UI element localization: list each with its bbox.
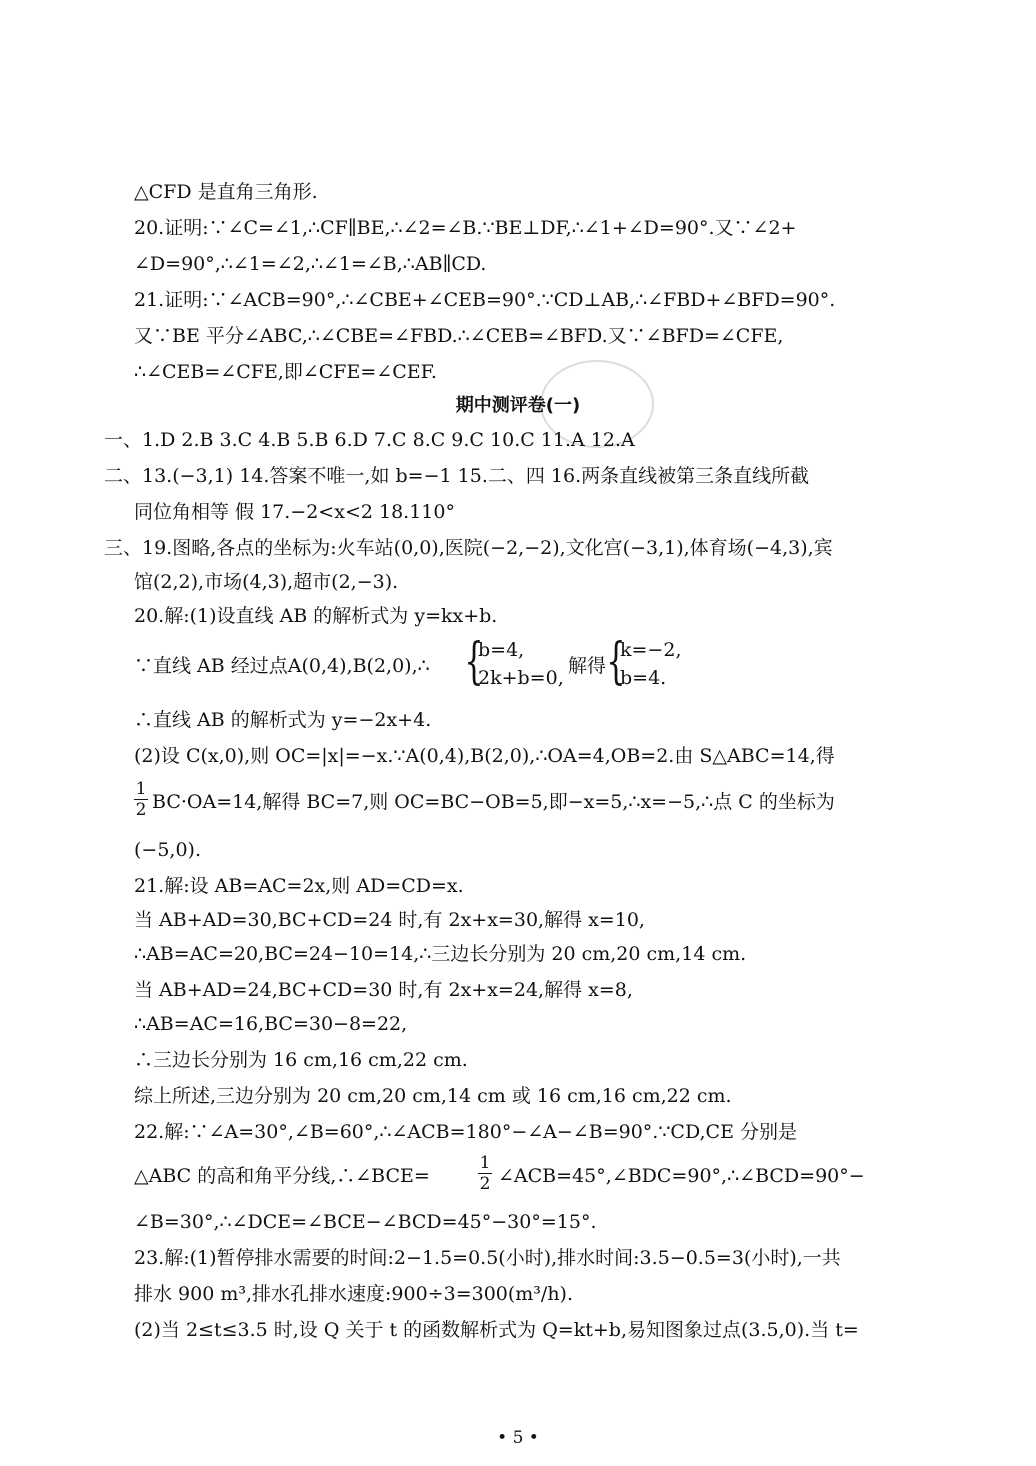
text-line: ∠B=30°,∴∠DCE=∠BCE−∠BCD=45°−30°=15°.	[134, 1211, 597, 1233]
text-line: 21.解:设 AB=AC=2x,则 AD=CD=x.	[134, 875, 464, 897]
text-line: 综上所述,三边分别为 20 cm,20 cm,14 cm 或 16 cm,16 cm,22 cm.	[134, 1085, 732, 1107]
page-number: • 5 •	[497, 1428, 539, 1448]
left-brace-icon: {	[606, 632, 626, 690]
equation: b=4,	[478, 639, 525, 661]
fraction-numerator: 1	[135, 779, 147, 799]
text-line: 22.解:∵∠A=30°,∠B=60°,∴∠ACB=180°−∠A−∠B=90°.∵CD,CE 分别是	[134, 1121, 797, 1143]
text-line: (−5,0).	[134, 839, 202, 861]
text-line: △ABC 的高和角平分线,∴∠BCE=	[134, 1165, 430, 1187]
fraction	[478, 1154, 492, 1193]
text-line: 馆(2,2),市场(4,3),超市(2,−3).	[134, 571, 399, 593]
text-line: ∠ACB=45°,∠BDC=90°,∴∠BCD=90°−	[498, 1165, 865, 1187]
text-line: ∵直线 AB 经过点A(0,4),B(2,0),∴	[134, 655, 430, 677]
text-line: ∴直线 AB 的解析式为 y=−2x+4.	[134, 709, 432, 731]
text-line: 又∵BE 平分∠ABC,∴∠CBE=∠FBD.∴∠CEB=∠BFD.又∵∠BFD=∠CFE,	[134, 325, 784, 347]
text-line: ∴AB=AC=20,BC=24−10=14,∴三边长分别为 20 cm,20 cm,14 cm.	[134, 943, 747, 965]
section-title: 期中测评卷(一)	[455, 395, 581, 416]
equation: k=−2,	[620, 639, 682, 661]
text-line: 当 AB+AD=24,BC+CD=30 时,有 2x+x=24,解得 x=8,	[134, 979, 633, 1001]
equation-system-1	[478, 636, 564, 692]
fraction-denominator: 2	[479, 1174, 491, 1194]
text-line: 解得	[568, 655, 607, 677]
text-line: ∴∠CEB=∠CFE,即∠CFE=∠CEF.	[134, 361, 437, 383]
text-line: BC·OA=14,解得 BC=7,则 OC=BC−OB=5,即−x=5,∴x=−5,∴点 C 的坐标为	[152, 791, 835, 813]
text-line: 二、13.(−3,1) 14.答案不唯一,如 b=−1 15.二、四 16.两条直线被第三条直线所截	[104, 465, 810, 487]
text-line: 21.证明:∵∠ACB=90°,∴∠CBE+∠CEB=90°.∵CD⊥AB,∴∠FBD+∠BFD=90°.	[134, 289, 836, 311]
left-brace-icon: {	[464, 632, 484, 690]
fraction-denominator: 2	[135, 800, 147, 820]
text-line: ∴三边长分别为 16 cm,16 cm,22 cm.	[134, 1049, 468, 1071]
equation: 2k+b=0,	[478, 667, 564, 689]
fraction	[134, 780, 148, 819]
text-line: 20.证明:∵∠C=∠1,∴CF∥BE,∴∠2=∠B.∵BE⊥DF,∴∠1+∠D=90°.又∵∠2+	[134, 217, 797, 239]
text-line: △CFD 是直角三角形.	[134, 181, 318, 203]
text-line: ∴AB=AC=16,BC=30−8=22,	[134, 1013, 408, 1035]
text-line: (2)当 2≤t≤3.5 时,设 Q 关于 t 的函数解析式为 Q=kt+b,易知图象过点(3.5,0).当 t=	[134, 1319, 859, 1341]
fraction-numerator: 1	[479, 1153, 491, 1173]
text-line: ∠D=90°,∴∠1=∠2,∴∠1=∠B,∴AB∥CD.	[134, 253, 487, 275]
text-line: 当 AB+AD=30,BC+CD=24 时,有 2x+x=30,解得 x=10,	[134, 909, 645, 931]
text-line: (2)设 C(x,0),则 OC=|x|=−x.∵A(0,4),B(2,0),∴OA=4,OB=2.由 S△ABC=14,得	[134, 745, 835, 767]
text-line: 同位角相等 假 17.−2<x<2 18.110°	[134, 501, 455, 523]
text-line: 23.解:(1)暂停排水需要的时间:2−1.5=0.5(小时),排水时间:3.5−0.5=3(小时),一共	[134, 1247, 841, 1269]
text-line: 三、19.图略,各点的坐标为:火车站(0,0),医院(−2,−2),文化宫(−3,1),体育场(−4,3),宾	[104, 537, 833, 559]
equation: b=4.	[620, 667, 667, 689]
equation-system-2	[620, 636, 681, 692]
text-line: 排水 900 m³,排水孔排水速度:900÷3=300(m³/h).	[134, 1283, 574, 1305]
text-line: 一、1.D 2.B 3.C 4.B 5.B 6.D 7.C 8.C 9.C 10.C 11.A 12.A	[104, 429, 635, 451]
text-line: 20.解:(1)设直线 AB 的解析式为 y=kx+b.	[134, 605, 498, 627]
